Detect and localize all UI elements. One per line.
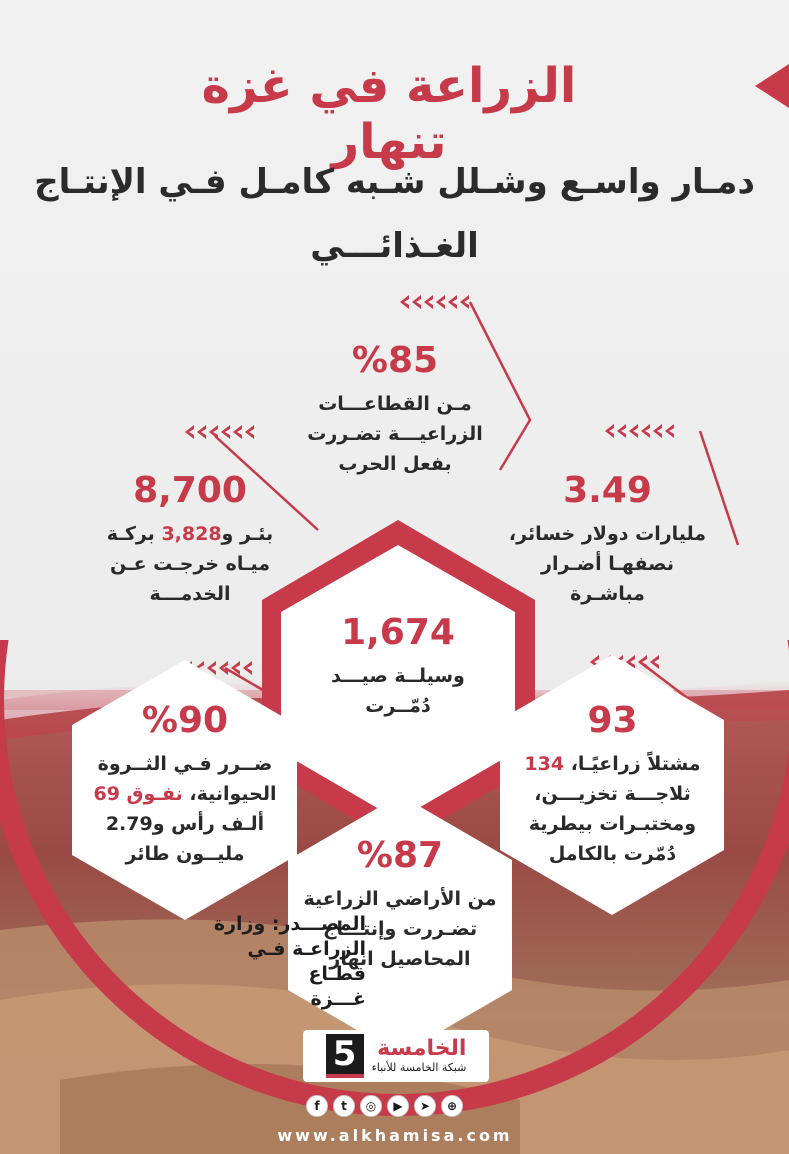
source-line: غـــزة (310, 988, 366, 1010)
website-link[interactable]: www.alkhamisa.com (277, 1126, 513, 1145)
stat-value: %85 (351, 340, 439, 381)
stat-text: ميـاه خرجـت عـن (110, 553, 270, 575)
page-title: الزراعة في غزة تنهار (201, 58, 577, 170)
page-subtitle (30, 150, 759, 278)
subtitle-line: دمـار واسـع وشـلل شـبه كامـل فـي الإنتـاج (34, 162, 755, 202)
stat-text: الخدمـــة (149, 583, 231, 605)
source-line: الزراعـة فـي قطـاع (247, 938, 366, 985)
stat-text: تضـررت وإنتـــاج (322, 918, 478, 940)
source-line: المصـــدر: وزارة (213, 913, 366, 935)
header-arrow-icon (755, 64, 789, 108)
source-note (196, 912, 366, 1012)
stat-text (80, 519, 300, 549)
logo-tagline: شبكة الخامسة للأنباء (371, 1061, 467, 1074)
stat-wells-ponds (80, 470, 300, 609)
logo-number: 5 (326, 1034, 364, 1078)
stat-text: دُمّرت بالكامل (548, 843, 677, 865)
stat-value: 1,674 (341, 612, 455, 653)
stat-text: دُمّــرت (365, 695, 431, 717)
subtitle-line: الغـذائـــي (310, 226, 479, 266)
stat-text: ضــرر فـي الثــروة (97, 753, 273, 775)
stat-text-part: الحيوانية، (182, 783, 277, 805)
stat-text-part: بئـر و (221, 523, 274, 545)
logo-names (372, 1037, 467, 1075)
stat-text: مـن القطاعـــات (318, 393, 472, 415)
stat-text-part: مشتلاً زراعيًـا، (564, 753, 701, 775)
stat-text: الزراعيـــة تضـررت (307, 423, 483, 445)
stat-value: 3.49 (563, 470, 652, 511)
twitter-icon[interactable]: t (333, 1095, 355, 1117)
stat-text: بفعل الحرب (338, 453, 452, 475)
stat-text: المحاصيل انهار (329, 948, 471, 970)
stat-text (80, 779, 290, 809)
dribbble-icon[interactable]: ⊕ (441, 1095, 463, 1117)
stat-losses (495, 470, 720, 609)
stat-value: %90 (141, 700, 229, 741)
stat-text: وسيلــة صيـــد (331, 665, 465, 687)
stat-text: ثلاجـــة تخزيـــن، (534, 783, 691, 805)
telegram-icon[interactable]: ➤ (414, 1095, 436, 1117)
stat-fishing-boats (295, 612, 501, 721)
stat-text: مباشـرة (570, 583, 645, 605)
stat-agri-sectors (280, 340, 510, 479)
stat-highlight: 3,828 (161, 523, 222, 545)
youtube-icon[interactable]: ▶ (387, 1095, 409, 1117)
stat-text (505, 749, 720, 779)
stat-value: %87 (356, 835, 444, 876)
stat-highlight: 134 (524, 753, 565, 775)
stat-highlight: مليــون طائر (125, 843, 245, 865)
stat-text: ومختبـرات بيطرية (528, 813, 697, 835)
stat-highlight: نفـوق 69 (93, 783, 183, 805)
stat-text-part: بركـة (106, 523, 162, 545)
stat-highlight: ألـف رأس و2.79 (105, 813, 265, 835)
logo-brand: الخامسة (377, 1036, 467, 1061)
brand-logo[interactable] (303, 1030, 489, 1082)
stat-value: 93 (587, 700, 638, 741)
stat-nurseries (505, 700, 720, 869)
stat-value: 8,700 (133, 470, 247, 511)
stat-livestock (80, 700, 290, 869)
stat-text: مليارات دولار خسائر، (508, 523, 707, 545)
stat-text: نصفهـا أضـرار (541, 553, 674, 575)
instagram-icon[interactable]: ◎ (360, 1095, 382, 1117)
facebook-icon[interactable]: f (306, 1095, 328, 1117)
stat-text: من الأراضي الزراعية (303, 888, 497, 910)
social-links (306, 1095, 463, 1117)
